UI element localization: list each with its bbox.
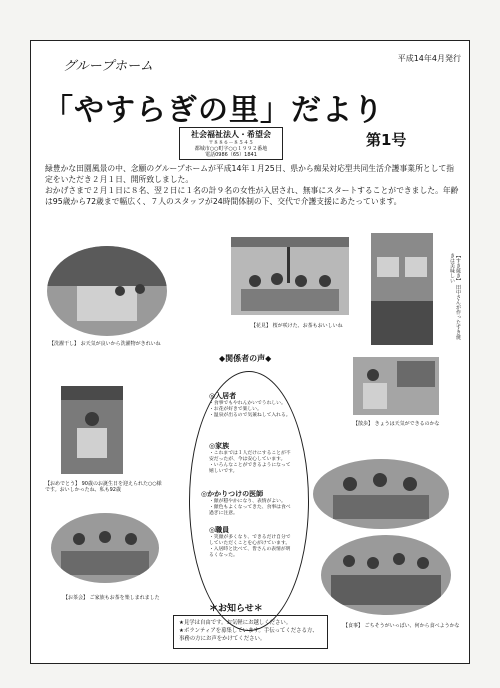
voice-heading-staff: [209, 525, 229, 535]
voice-line: ・食事でもやれんかいでうれしい。: [209, 401, 286, 406]
issue-date: 平成14年4月発行: [397, 54, 461, 63]
publisher-box: [179, 127, 283, 160]
intro-text: [45, 163, 459, 207]
publisher-postal: 〒８８６－８５４５: [208, 140, 254, 146]
photo-walk: [353, 357, 439, 415]
voice-heading-doctor: [201, 489, 263, 499]
photo-hanami: [231, 237, 349, 315]
caption-tea: 【お茶会】 ご家族もお茶を楽しまれました: [63, 595, 160, 601]
photo-meal: [321, 535, 451, 615]
caption-walk: 【散歩】 きょうは天気ができるのかな: [353, 421, 440, 427]
voice-heading-residents: [209, 391, 236, 401]
voice-heading-staff-label: 職員: [215, 526, 230, 534]
caption-meal: 【食事】 ごちそうがいっぱい、何から食べようかな: [343, 623, 460, 629]
publisher-address: 都城市○○町字○○１９９２番地: [194, 146, 268, 152]
circle-bullet-icon: ◎: [201, 490, 208, 498]
circle-bullet-icon: ◎: [209, 392, 216, 400]
caption-hanami: 【花見】 桜が咲けた、お茶もおいしいね: [251, 323, 343, 329]
voice-lines-doctor: [209, 499, 293, 517]
voice-line: ・笑顔が多くなり、できるだけ自分でしていただくことを心がけています。: [209, 535, 291, 546]
caption-sukiyaki: 【すき焼き】 田中さんが作ったすき焼きは美味しい: [449, 253, 461, 340]
circle-bullet-icon: ◎: [209, 442, 216, 450]
caption-laundry: 【洗濯干し】 お天気が良いから洗濯物がきれいね: [49, 341, 161, 347]
photo-tea: [51, 513, 159, 583]
intro-paragraph: 緑豊かな田園風景の中、念願のグループホームが平成14年１月25日、県から痴呆対応型共同生活介護事業所として指定をいただき２月１日、開所致しました。: [45, 164, 455, 184]
voices-title: ◆関係者の声◆: [219, 354, 272, 363]
photo-laundry: [47, 246, 167, 336]
voice-line: ・お花が好きで楽しい。: [209, 407, 262, 412]
photo-sukiyaki: [371, 233, 433, 345]
circle-bullet-icon: ◎: [209, 526, 216, 534]
intro-paragraph: おかげさまで２月１日に８名、翌２日に１名の計９名の女性が入居され、無事にスタートすることができました。年齢は95歳から72歳まで幅広く、７人のスタッフが24時間体制の下、交代で介護支援にあたっています。: [45, 186, 459, 206]
newsletter-title: 「やすらぎの里」だより: [43, 93, 384, 128]
voice-heading-doctor-label: かかりつけの医師: [207, 490, 264, 498]
notice-line: ★見学は自由です。お気軽にお越しください。: [179, 620, 292, 626]
voice-heading-family-label: 家族: [215, 442, 230, 450]
caption-birthday: 【おめでとう】 90歳のお誕生日を迎えられた○○様です。おいしかったね、私も92歳: [45, 481, 162, 493]
voice-line: ・入居時と比べて、皆さんの表情が明るくなった。: [209, 547, 291, 558]
photo-birthday: [61, 386, 123, 474]
photo-meal-top: [313, 459, 449, 529]
voice-lines-staff: [209, 535, 293, 559]
voice-line: ・顔色もよくなってきた、食事は食べ過ぎに注意。: [209, 505, 291, 516]
notice-box: [173, 615, 328, 649]
notice-title: ＊お知らせ＊: [209, 604, 263, 614]
newsletter-page: [30, 40, 470, 664]
publisher-phone: 電話0986（65）1841: [205, 152, 257, 158]
supertitle: グループホーム: [63, 59, 153, 74]
voice-line: ・温泉が出るので気兼ねして入れる。: [209, 413, 291, 418]
publisher-org: 社会福祉法人・希望会: [191, 130, 271, 139]
issue-number: 第1号: [366, 131, 407, 149]
voice-lines-family: [209, 451, 293, 475]
voice-line: ・顔が穏やかになり、表情がよい。: [209, 499, 286, 504]
notice-line: ★ボランティアを募集しています。手伝ってくださる方、事務の方にお声をかけてください。: [179, 628, 318, 642]
voice-heading-residents-label: 入居者: [215, 392, 237, 400]
voice-line: ・いろんなことができるようになって嬉しいです。: [209, 463, 291, 474]
voice-line: ・これまでは１人だけにすることが不安だったが、今は安心しています。: [209, 451, 291, 462]
voice-lines-residents: [209, 401, 293, 419]
voice-heading-family: [209, 441, 229, 451]
